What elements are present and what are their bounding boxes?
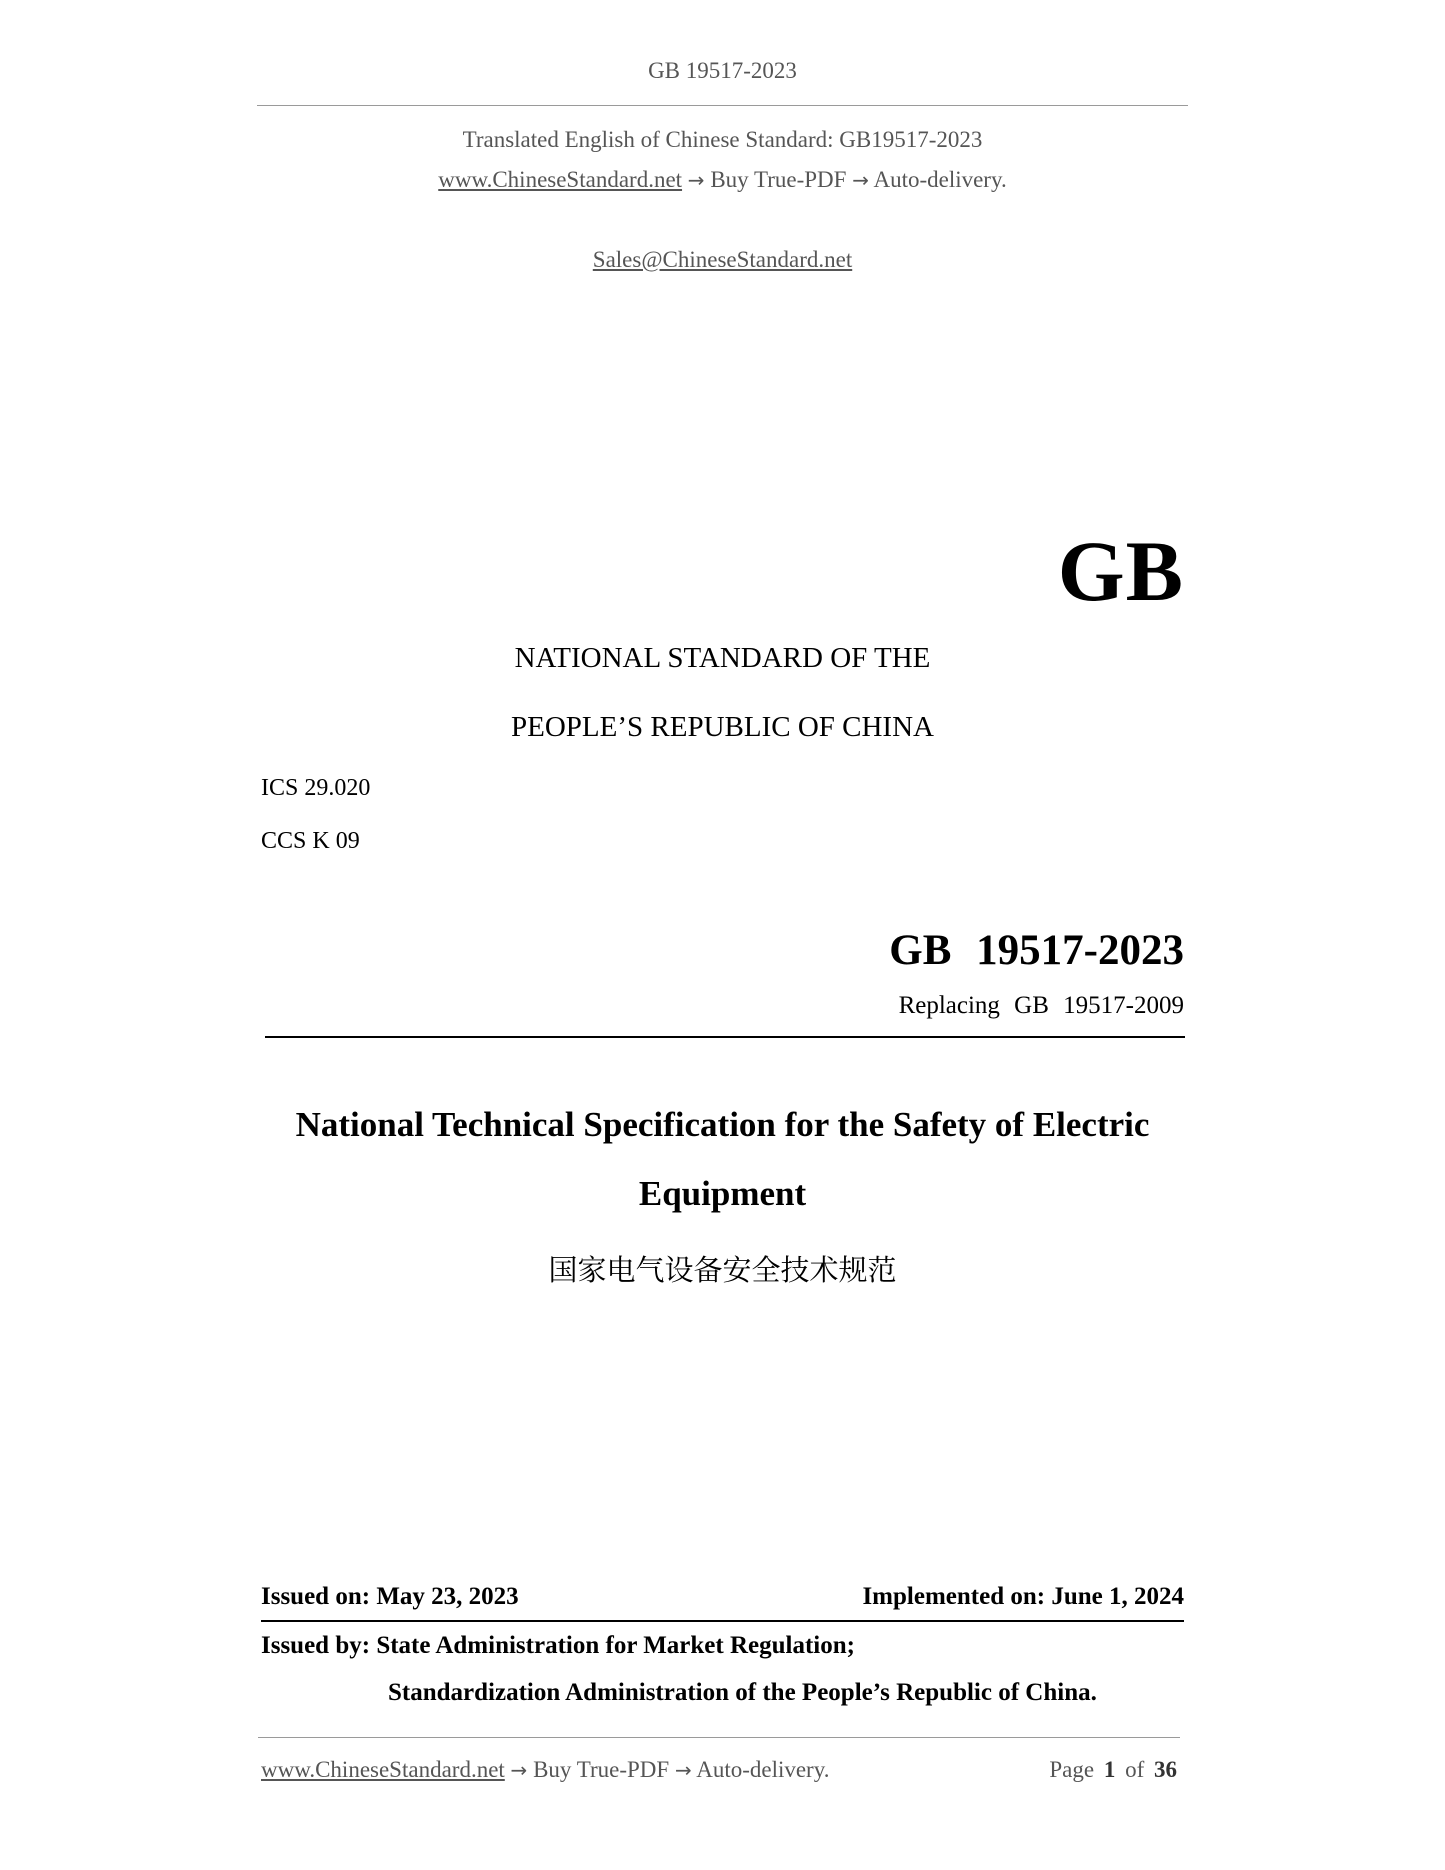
buy-true-pdf-text: Buy True-PDF — [710, 167, 847, 192]
standard-number: GB 19517-2023 — [889, 927, 1184, 974]
promo-translation-line: Translated English of Chinese Standard: GB19517-2023 — [462, 127, 983, 152]
issued-on-date: Issued on: May 23, 2023 — [261, 1583, 519, 1610]
footer-purchase-line — [261, 1757, 829, 1783]
footer-buy-text: Buy True-PDF — [533, 1757, 670, 1782]
national-standard-line-2: PEOPLE’S REPUBLIC OF CHINA — [511, 711, 934, 743]
implemented-on-date: Implemented on: June 1, 2024 — [862, 1583, 1184, 1610]
auto-delivery-text: Auto-delivery. — [873, 167, 1007, 192]
page-number: 1 — [1103, 1757, 1116, 1782]
footer-site-link[interactable]: www.ChineseStandard.net — [261, 1757, 505, 1782]
ics-code: ICS 29.020 — [261, 775, 371, 801]
page-label: Page — [1049, 1757, 1095, 1782]
national-standard-line-1: NATIONAL STANDARD OF THE — [514, 642, 931, 674]
issued-by-line-1: Issued by: State Administration for Market Regulation; — [261, 1632, 855, 1659]
page-indicator — [1049, 1757, 1177, 1783]
gb-logo: GB — [1057, 523, 1184, 619]
promo-purchase-line — [0, 167, 1445, 193]
footer-divider — [258, 1737, 1180, 1738]
arrow-right-icon: → — [510, 1758, 528, 1782]
issuance-divider — [261, 1620, 1184, 1622]
header-divider — [257, 105, 1188, 106]
site-link[interactable]: www.ChineseStandard.net — [438, 167, 683, 192]
promo-email-line — [0, 247, 1445, 273]
title-line-2: Equipment — [638, 1174, 807, 1213]
running-header: GB 19517-2023 — [648, 58, 797, 83]
replacing-standard: Replacing GB 19517-2009 — [898, 992, 1184, 1019]
arrow-right-icon: → — [674, 1758, 692, 1782]
title-divider — [265, 1036, 1185, 1038]
arrow-right-icon: → — [852, 168, 869, 192]
footer-delivery-text: Auto-delivery. — [696, 1757, 830, 1782]
issued-by-line-2: Standardization Administration of the People’s Republic of China. — [388, 1679, 1097, 1706]
ccs-code: CCS K 09 — [261, 828, 360, 854]
arrow-right-icon: → — [687, 168, 705, 192]
title-line-1: National Technical Specification for the Safety of Electric — [295, 1105, 1150, 1144]
title-chinese: 国家电气设备安全技术规范 — [548, 1253, 897, 1287]
page-total: 36 — [1154, 1757, 1177, 1782]
sales-email-link[interactable]: Sales@ChineseStandard.net — [592, 247, 853, 272]
of-label: of — [1125, 1757, 1145, 1782]
